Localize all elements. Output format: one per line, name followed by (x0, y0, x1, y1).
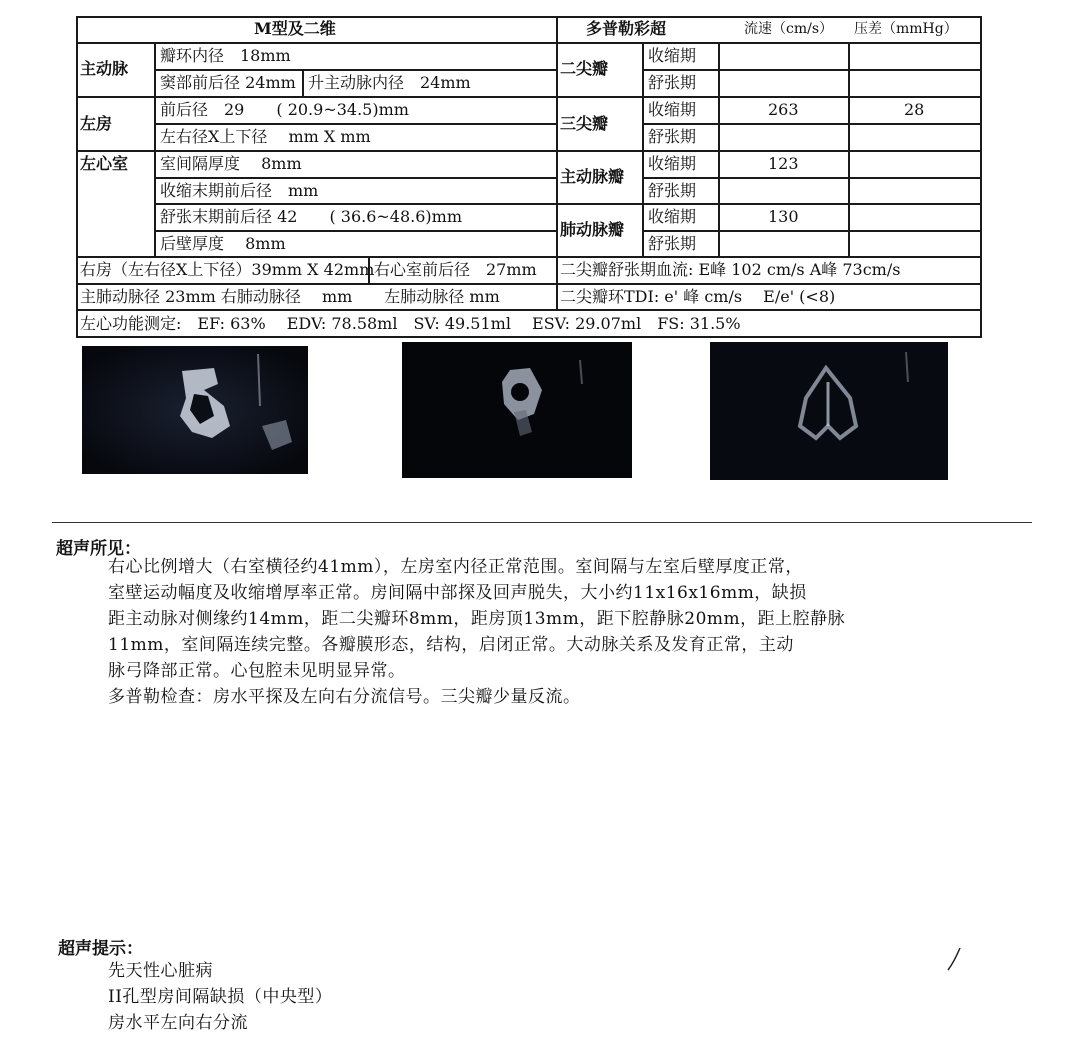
pulmonary-diastole: 舒张期 (648, 234, 697, 253)
table-rule (642, 69, 982, 71)
aorta-annulus: 瓣环内径 18mm (160, 46, 291, 65)
aortic-systole: 收缩期 (648, 154, 697, 173)
table-rule (76, 283, 982, 285)
table-rule (154, 123, 558, 125)
table-rule (642, 123, 982, 125)
pen-mark (944, 944, 964, 974)
table-border-bottom (76, 336, 982, 338)
section-divider (52, 522, 1032, 523)
table-rule (154, 177, 558, 179)
findings-line: 多普勒检查：房水平探及左向右分流信号。三尖瓣少量反流。 (108, 687, 581, 707)
pulmonary-valve-label: 肺动脉瓣 (560, 220, 625, 239)
table-border-top (76, 16, 982, 18)
conclusion-line: II孔型房间隔缺损（中央型） (108, 987, 333, 1007)
aortic-valve-label: 主动脉瓣 (560, 167, 625, 186)
conclusion-line: 房水平左向右分流 (108, 1013, 248, 1033)
table-rule (154, 42, 156, 257)
table-rule (642, 177, 982, 179)
findings-line: 距主动脉对侧缘约14mm，距二尖瓣环8mm，距房顶13mm，距下腔静脉20mm，距上腔静脉 (108, 609, 846, 629)
conclusion-title: 超声提示： (58, 939, 143, 959)
findings-line: 11mm，室间隔连续完整。各瓣膜形态，结构，启闭正常。大动脉关系及发育正常，主动 (108, 635, 794, 655)
conclusion-line: 先天性心脏病 (108, 961, 213, 981)
table-border-left (76, 16, 78, 338)
table-rule (76, 256, 982, 258)
echo-image-3-graphic (710, 342, 948, 480)
echo-image-1 (82, 346, 308, 474)
tricuspid-valve-label: 三尖瓣 (560, 114, 609, 133)
lvedd: 舒张末期前后径 42 ( 36.6~48.6)mm (160, 207, 463, 226)
table-rule (642, 42, 644, 257)
lvesd: 收缩末期前后径 mm (160, 181, 319, 200)
mitral-systole: 收缩期 (648, 46, 697, 65)
table-rule (76, 150, 982, 152)
findings-line: 室壁运动幅度及收缩增厚率正常。房间隔中部探及回声脱失，大小约11x16x16mm，缺损 (108, 583, 807, 603)
table-border-right (980, 16, 982, 338)
pulmonary-systole: 收缩期 (648, 207, 697, 226)
mitral-diastole: 舒张期 (648, 73, 697, 92)
tricuspid-systole: 收缩期 (648, 100, 697, 119)
la-label: 左房 (80, 114, 113, 133)
header-doppler: 多普勒彩超 (586, 19, 667, 38)
mitral-annulus-tdi: 二尖瓣环TDI: e' 峰 cm/s E/e' (<8) (560, 287, 836, 306)
table-rule (154, 203, 982, 205)
tricuspid-systolic-velocity: 263 (768, 100, 799, 119)
mitral-diastolic-flow: 二尖瓣舒张期血流: E峰 102 cm/s A峰 73cm/s (560, 260, 901, 279)
pulmonary-systolic-velocity: 130 (768, 207, 799, 226)
table-rule (154, 69, 558, 71)
lvpw-thickness: 后壁厚度 8mm (160, 234, 286, 253)
header-velocity: 流速（cm/s） (744, 21, 834, 37)
la-lr-diameter: 左右径X上下径 mm X mm (160, 127, 371, 146)
echo-image-2 (402, 342, 632, 478)
table-rule (154, 230, 558, 232)
table-rule (556, 16, 558, 311)
ivs-thickness: 室间隔厚度 8mm (160, 154, 302, 173)
header-pressure: 压差（mmHg） (854, 21, 958, 37)
table-rule (76, 309, 982, 311)
table-rule (76, 96, 982, 98)
header-mmode: M型及二维 (254, 19, 336, 38)
findings-line: 脉弓降部正常。心包腔未见明显异常。 (108, 661, 406, 681)
table-rule (848, 42, 850, 257)
echo-image-3 (710, 342, 948, 480)
echo-image-2-graphic (402, 342, 632, 478)
mitral-valve-label: 二尖瓣 (560, 59, 609, 78)
ascending-aorta: 升主动脉内径 24mm (308, 73, 471, 92)
rv-diameter: 右心室前后径 27mm (374, 260, 537, 279)
aorta-sinus: 窦部前后径 24mm (160, 73, 296, 92)
la-ap-diameter: 前后径 29 ( 20.9~34.5)mm (160, 100, 409, 119)
tricuspid-systolic-pressure: 28 (904, 100, 925, 119)
lv-function: 左心功能测定: EF: 63% EDV: 78.58ml SV: 49.51ml ESV: 29.07ml FS: 31.5% (80, 314, 741, 333)
pulmonary-artery: 主肺动脉径 23mm 右肺动脉径 mm 左肺动脉径 mm (80, 287, 500, 306)
findings-line: 右心比例增大（右室横径约41mm），左房室内径正常范围。室间隔与左室后壁厚度正常， (108, 557, 803, 577)
table-rule (76, 42, 982, 44)
findings-title: 超声所见： (56, 539, 141, 559)
table-rule (642, 230, 982, 232)
echo-image-1-graphic (82, 346, 308, 474)
tricuspid-diastole: 舒张期 (648, 127, 697, 146)
table-rule (718, 42, 720, 257)
aorta-label: 主动脉 (80, 59, 129, 78)
aortic-diastole: 舒张期 (648, 181, 697, 200)
lv-label: 左心室 (80, 154, 129, 173)
measurement-table (76, 16, 982, 338)
aortic-systolic-velocity: 123 (768, 154, 799, 173)
ra-dimensions: 右房（左右径X上下径）39mm X 42mm (80, 260, 375, 279)
table-rule (302, 69, 304, 97)
